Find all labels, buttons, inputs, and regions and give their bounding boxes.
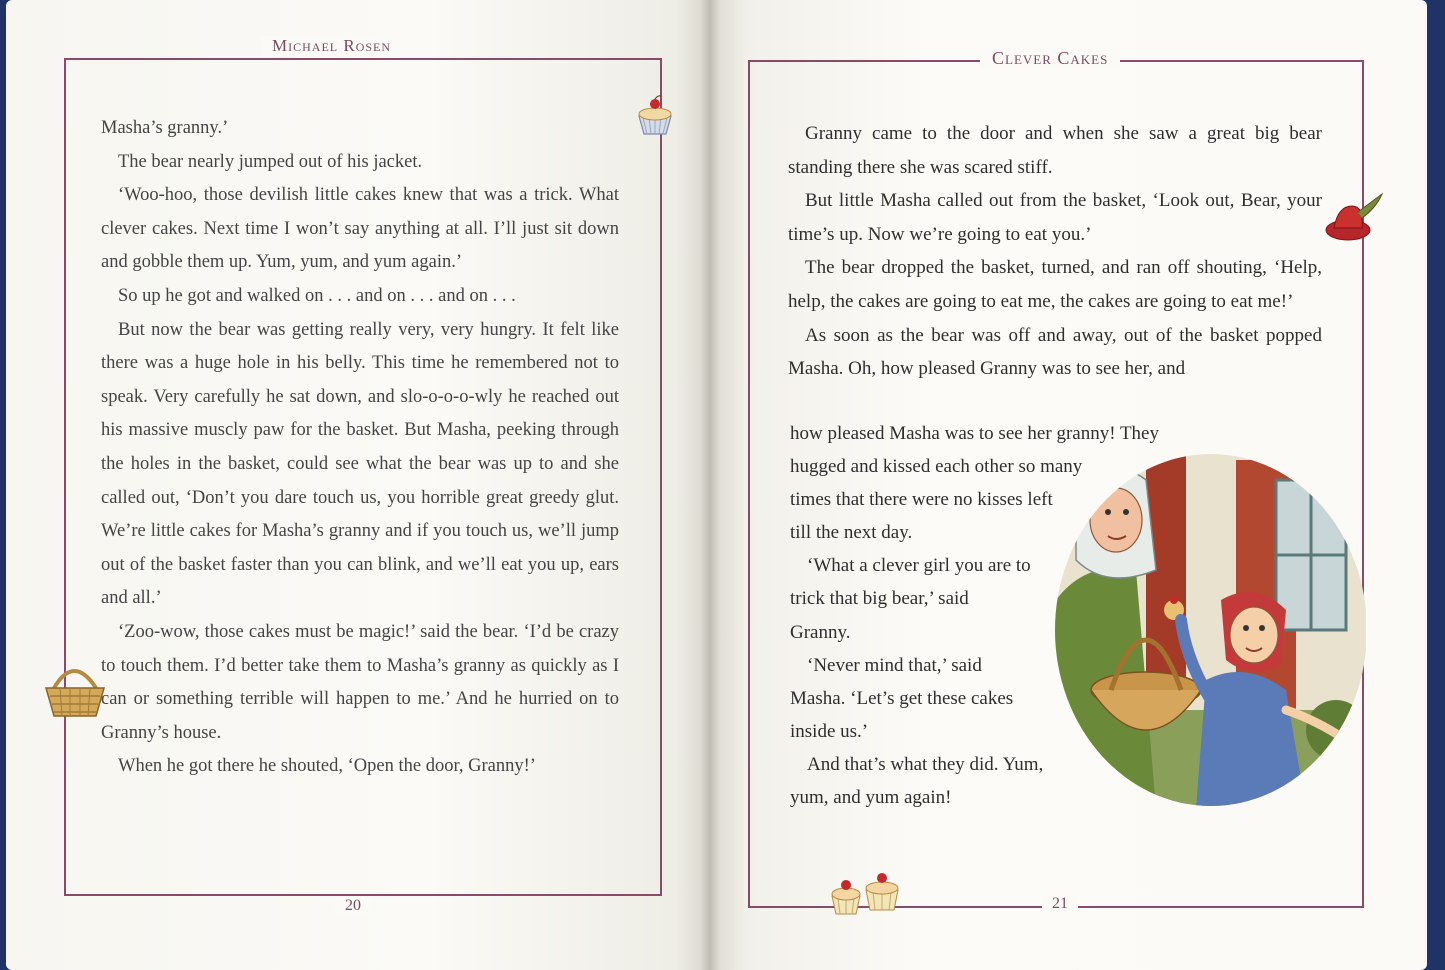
right-page-text: [788, 117, 1322, 386]
paragraph: But now the bear was getting really very, very hungry. It felt like there was a huge hole in his belly. This time he remembered not to speak. Very carefully he sat down, and slo-o-o-o-wly he reached out his massive muscly paw for the basket. But Masha, peeking through the holes in the basket, could see what the bear was up to and she called out, ‘Don’t you dare touch us, you horrible great greedy glut. We’re little cakes for Masha’s granny and if you touch us, we’ll jump out of the basket faster than you can blink, and we’ll eat you up, ears and all.’: [101, 319, 619, 609]
paragraph: Granny came to the door and when she saw a great big bear standing there she was scared stiff.: [788, 123, 1322, 178]
red-hat-icon: [1322, 192, 1384, 246]
paragraph: ‘What a clever girl you are to trick that big bear,’ said Granny.: [790, 555, 1031, 643]
basket-icon: [40, 660, 110, 722]
paragraph: When he got there he shouted, ‘Open the door, Granny!’: [118, 756, 536, 777]
left-page-number: 20: [335, 897, 371, 915]
paragraph: As soon as the bear was off and away, out of the basket popped Masha. Oh, how pleased Granny was to see her, and: [788, 324, 1322, 380]
paragraph: ‘Zoo-wow, those cakes must be magic!’ said the bear. ‘I’d be crazy to touch them. I’d better take them to Masha’s granny as quickly as I can or something terrible will happen to me.’ And he hurried on to Granny’s house.: [101, 621, 619, 743]
right-running-head: Clever Cakes: [980, 48, 1120, 69]
cupcake-icon: [633, 94, 677, 138]
paragraph: And that’s what they did. Yum, yum, and yum again!: [790, 753, 1044, 809]
paragraph: ‘Never mind that,’ said Masha. ‘Let’s get these cakes inside us.’: [790, 654, 1014, 742]
granny-and-masha-illustration: [1046, 440, 1366, 808]
left-page-text: [101, 112, 619, 784]
paragraph: The bear dropped the basket, turned, and ran off shouting, ‘Help, help, the cakes are going to eat me, the cakes are going to eat me!’: [788, 257, 1322, 312]
paragraph: ‘Woo-hoo, those devilish little cakes knew that was a trick. What clever cakes. Next time I won’t say anything at all. I’ll just sit down and gobble them up. Yum, yum, and yum again.’: [101, 185, 619, 273]
paragraph: how pleased Masha was to see her granny! They hugged and kissed each other so many times that there were no kisses left till the next day.: [790, 423, 1159, 544]
cupcakes-icon: [828, 868, 904, 920]
right-page-number: 21: [1042, 895, 1078, 913]
paragraph: But little Masha called out from the basket, ‘Look out, Bear, your time’s up. Now we’re going to eat you.’: [788, 190, 1322, 245]
gutter-shadow: [700, 0, 720, 970]
left-running-head: Michael Rosen: [260, 36, 403, 56]
paragraph: So up he got and walked on . . . and on . . . and on . . .: [118, 285, 516, 306]
paragraph: Masha’s granny.’: [101, 118, 229, 138]
paragraph: The bear nearly jumped out of his jacket.: [118, 151, 423, 172]
